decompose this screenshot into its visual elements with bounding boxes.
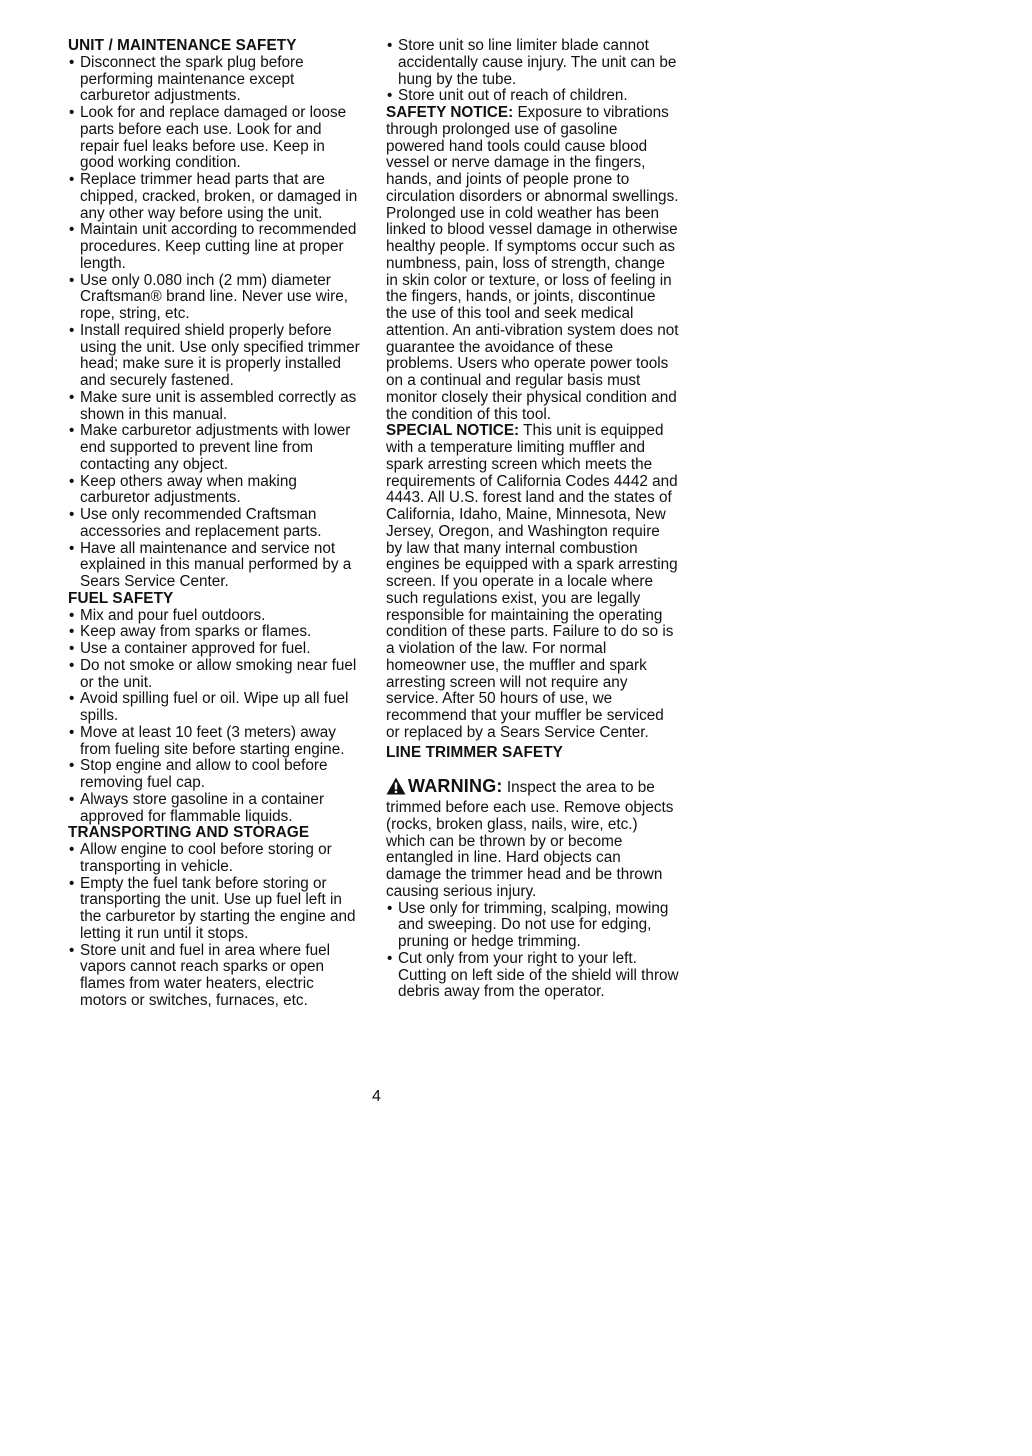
transporting-storage-heading: TRANSPORTING AND STORAGE bbox=[68, 824, 310, 842]
special-notice-label: SPECIAL NOTICE: bbox=[386, 422, 520, 440]
list-item: • Use a container approved for fuel. bbox=[68, 641, 362, 658]
list-item: • Make sure unit is assembled correctly as shown in this manual. bbox=[68, 390, 362, 424]
list-item: • Install required shield properly before using the unit. Use only specified trimmer head; make sure it is properly installed and securely fastened. bbox=[68, 323, 362, 390]
fuel-safety-heading: FUEL SAFETY bbox=[68, 589, 174, 607]
left-column bbox=[68, 38, 362, 1010]
fuel-safety-section bbox=[68, 591, 362, 826]
line-trimmer-heading: LINE TRIMMER SAFETY bbox=[386, 743, 563, 761]
safety-notice bbox=[386, 105, 680, 423]
fuel-safety-list bbox=[68, 608, 362, 826]
unit-maintenance-heading: UNIT / MAINTENANCE SAFETY bbox=[68, 37, 297, 54]
list-item: • Look for and replace damaged or loose parts before each use. Look for and repair fuel leaks before use. Keep in good working condition. bbox=[68, 105, 362, 172]
page-number: 4 bbox=[372, 1088, 381, 1105]
list-item: • Empty the fuel tank before storing or transporting the unit. Use up fuel left in the carburetor by starting the engine and letting it run until it stops. bbox=[68, 876, 362, 943]
list-item: • Keep others away when making carburetor adjustments. bbox=[68, 474, 362, 508]
list-item: • Replace trimmer head parts that are chipped, cracked, broken, or damaged in any other way before using the unit. bbox=[68, 172, 362, 222]
warning-text: Inspect the area to be trimmed before each use. Remove objects (rocks, broken glass, nails, wire, etc.) which can be thrown by or become entangled in line. Hard objects can damage the trimmer head and be thrown causing serious injury. bbox=[386, 779, 674, 900]
line-trimmer-list bbox=[386, 901, 680, 1002]
list-item: • Disconnect the spark plug before performing maintenance except carburetor adjustments. bbox=[68, 55, 362, 105]
storage-continued-list bbox=[386, 38, 680, 105]
list-item: • Store unit and fuel in area where fuel vapors cannot reach sparks or open flames from water heaters, electric motors or switches, furnaces, etc. bbox=[68, 943, 362, 1010]
warning-triangle-icon bbox=[386, 777, 406, 800]
list-item: • Mix and pour fuel outdoors. bbox=[68, 608, 362, 625]
list-item: • Maintain unit according to recommended procedures. Keep cutting line at proper length. bbox=[68, 222, 362, 272]
special-notice bbox=[386, 423, 680, 741]
special-notice-text: This unit is equipped with a temperature limiting muffler and spark arresting screen which meets the requirements of California Codes 4442 and 4443. All U.S. forest land and the states of California, Idaho, Maine, Minnesota, New Jersey, Oregon, and Washington require by law that many internal combustion engines be equipped with a spark arresting screen. If you operate in a locale where such regulations exist, you are legally responsible for maintaining the operating condition of these parts. Failure to do so is a violation of the law. For normal homeowner use, the muffler and spark arresting screen will not require any service. After 50 hours of use, we recommend that your muffler be serviced or replaced by a Sears Service Center. bbox=[386, 422, 678, 741]
list-item: • Use only recommended Craftsman accessories and replacement parts. bbox=[68, 507, 362, 541]
warning-block bbox=[386, 777, 680, 900]
list-item: • Store unit so line limiter blade cannot accidentally cause injury. The unit can be hung by the tube. bbox=[386, 38, 680, 88]
right-column bbox=[386, 38, 680, 1001]
safety-notice-text: Exposure to vibrations through prolonged use of gasoline powered hand tools could cause blood vessel or nerve damage in the fingers, hands, and joints of people prone to circulation disorders or abnormal swellings. Prolonged use in cold weather has been linked to blood vessel damage in otherwise healthy people. If symptoms occur such as numbness, pain, loss of strength, change in skin color or texture, or loss of feeling in the fingers, hands, or joints, discontinue the use of this tool and seek medical attention. An anti-vibration system does not guarantee the avoidance of these problems. Users who operate power tools on a continual and regular basis must monitor closely their physical condition and the condition of this tool. bbox=[386, 104, 679, 423]
list-item: • Use only for trimming, scalping, mowing and sweeping. Do not use for edging, pruning or hedge trimming. bbox=[386, 901, 680, 951]
list-item: • Avoid spilling fuel or oil. Wipe up all fuel spills. bbox=[68, 691, 362, 725]
warning-label: WARNING: bbox=[408, 776, 503, 797]
list-item: • Cut only from your right to your left. Cutting on left side of the shield will throw debris away from the operator. bbox=[386, 951, 680, 1001]
list-item: • Make carburetor adjustments with lower end supported to prevent line from contacting any object. bbox=[68, 423, 362, 473]
list-item: • Do not smoke or allow smoking near fuel or the unit. bbox=[68, 658, 362, 692]
list-item: • Store unit out of reach of children. bbox=[386, 88, 680, 105]
list-item: • Move at least 10 feet (3 meters) away from fueling site before starting engine. bbox=[68, 725, 362, 759]
unit-maintenance-section bbox=[68, 38, 362, 591]
list-item: • Have all maintenance and service not explained in this manual performed by a Sears Service Center. bbox=[68, 541, 362, 591]
list-item: • Stop engine and allow to cool before removing fuel cap. bbox=[68, 758, 362, 792]
list-item: • Allow engine to cool before storing or transporting in vehicle. bbox=[68, 842, 362, 876]
transporting-storage-list bbox=[68, 842, 362, 1010]
transporting-storage-section bbox=[68, 825, 362, 1009]
list-item: • Use only 0.080 inch (2 mm) diameter Craftsman® brand line. Never use wire, rope, string, etc. bbox=[68, 273, 362, 323]
list-item: • Always store gasoline in a container approved for flammable liquids. bbox=[68, 792, 362, 826]
safety-notice-label: SAFETY NOTICE: bbox=[386, 104, 514, 121]
list-item: • Keep away from sparks or flames. bbox=[68, 624, 362, 641]
unit-maintenance-list bbox=[68, 55, 362, 591]
